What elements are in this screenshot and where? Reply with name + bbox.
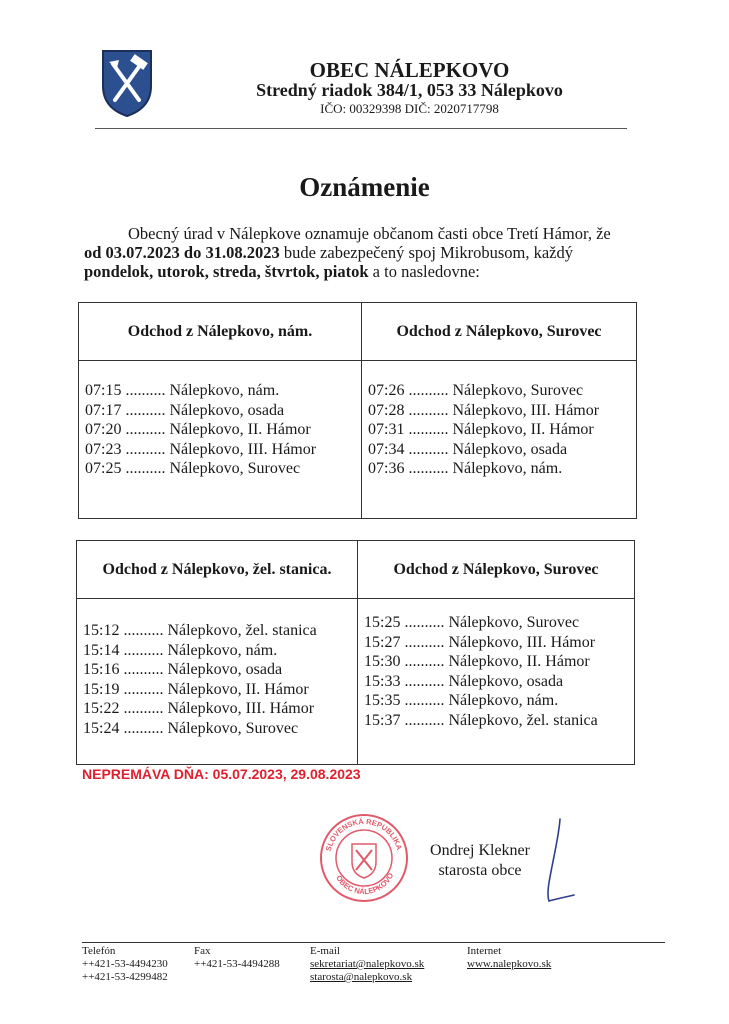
phone-label: Telefón — [82, 945, 116, 957]
afternoon-left-header: Odchod z Nálepkovo, žel. stanica. — [77, 541, 358, 599]
svg-text:OBEC NÁLEPKOVO: OBEC NÁLEPKOVO — [334, 871, 396, 897]
morning-left-cell — [79, 361, 362, 519]
schedule-row: 07:31 .......... Nálepkovo, II. Hámor — [368, 421, 594, 438]
schedule-row: 15:25 .......... Nálepkovo, Surovec — [364, 614, 580, 631]
web-link[interactable]: www.nalepkovo.sk — [467, 958, 552, 970]
intro-lead: Obecný úrad v Nálepkove oznamuje občanom časti obce Tretí Hámor, že — [128, 224, 611, 243]
schedule-row: 15:27 .......... Nálepkovo, III. Hámor — [364, 633, 596, 651]
footer-divider — [82, 942, 665, 943]
schedule-row: 07:28 .......... Nálepkovo, III. Hámor — [368, 401, 600, 419]
afternoon-right-header: Odchod z Nálepkovo, Surovec — [358, 541, 635, 599]
document-title: Oznámenie — [299, 172, 430, 202]
intro-mid: bude zabezpečený spoj Mikrobusom, každý — [279, 243, 573, 262]
web-label: Internet — [467, 945, 502, 957]
schedule-row: 15:19 .......... Nálepkovo, II. Hámor — [83, 680, 309, 698]
signatory-role: starosta obce — [438, 862, 522, 879]
handwritten-signature-icon — [540, 815, 580, 905]
municipality-name: OBEC NÁLEPKOVO — [309, 58, 510, 82]
schedule-row: 15:37 .......... Nálepkovo, žel. stanica — [364, 711, 598, 729]
schedule-row: 15:14 .......... Nálepkovo, nám. — [83, 641, 278, 659]
schedule-row: 07:26 .......... Nálepkovo, Surovec — [368, 382, 584, 399]
fax-number: ++421-53-4494288 — [194, 958, 280, 970]
schedule-row: 15:35 .......... Nálepkovo, nám. — [364, 692, 559, 709]
schedule-row: 15:12 .......... Nálepkovo, žel. stanica — [83, 622, 317, 639]
footer-fax — [194, 945, 280, 971]
morning-right-cell — [362, 361, 637, 519]
afternoon-schedule-table — [76, 540, 635, 765]
phone-2: ++421-53-4299482 — [82, 971, 168, 983]
afternoon-left-cell — [77, 599, 358, 765]
intro-period: od 03.07.2023 do 31.08.2023 — [84, 243, 280, 262]
footer-email — [310, 945, 424, 984]
schedule-row: 07:15 .......... Nálepkovo, nám. — [85, 382, 280, 399]
schedule-row: 07:23 .......... Nálepkovo, III. Hámor — [85, 440, 317, 458]
schedule-row: 07:20 .......... Nálepkovo, II. Hámor — [85, 421, 311, 438]
schedule-row: 15:22 .......... Nálepkovo, III. Hámor — [83, 700, 315, 717]
schedule-row: 15:30 .......... Nálepkovo, II. Hámor — [364, 653, 590, 670]
schedule-row: 07:17 .......... Nálepkovo, osada — [85, 401, 285, 419]
afternoon-right-cell — [358, 599, 635, 765]
municipality-ids: IČO: 00329398 DIČ: 2020717798 — [320, 101, 499, 116]
schedule-row: 07:34 .......... Nálepkovo, osada — [368, 440, 568, 458]
schedule-row: 15:24 .......... Nálepkovo, Surovec — [83, 719, 299, 737]
schedule-row: 15:16 .......... Nálepkovo, osada — [83, 661, 283, 678]
email-link-1[interactable]: sekretariat@nalepkovo.sk — [310, 958, 425, 970]
footer-phone — [82, 945, 168, 984]
svg-text:SLOVENSKÁ REPUBLIKA: SLOVENSKÁ REPUBLIKA — [323, 816, 404, 853]
municipal-stamp-icon — [318, 812, 410, 904]
intro-days: pondelok, utorok, streda, štvrtok, piatok — [84, 262, 369, 281]
no-service-notice: NEPREMÁVA DŇA: 05.07.2023, 29.08.2023 — [82, 766, 361, 782]
schedule-row: 15:33 .......... Nálepkovo, osada — [364, 672, 564, 690]
signatory — [420, 841, 540, 881]
signatory-name: Ondrej Klekner — [430, 842, 530, 859]
email-label: E-mail — [310, 945, 340, 957]
email-link-2[interactable]: starosta@nalepkovo.sk — [310, 971, 413, 983]
morning-left-header: Odchod z Nálepkovo, nám. — [79, 303, 362, 361]
schedule-row: 07:25 .......... Nálepkovo, Surovec — [85, 460, 301, 477]
morning-right-header: Odchod z Nálepkovo, Surovec — [362, 303, 637, 361]
municipality-address: Stredný riadok 384/1, 053 33 Nálepkovo — [256, 80, 563, 100]
intro-end: a to nasledovne: — [368, 262, 480, 281]
intro-paragraph — [84, 224, 644, 281]
fax-label: Fax — [194, 945, 211, 957]
morning-schedule-table — [78, 302, 637, 519]
header-divider — [95, 128, 627, 129]
phone-1: ++421-53-4494230 — [82, 958, 168, 970]
schedule-row: 07:36 .......... Nálepkovo, nám. — [368, 460, 563, 477]
footer-web — [467, 945, 551, 971]
